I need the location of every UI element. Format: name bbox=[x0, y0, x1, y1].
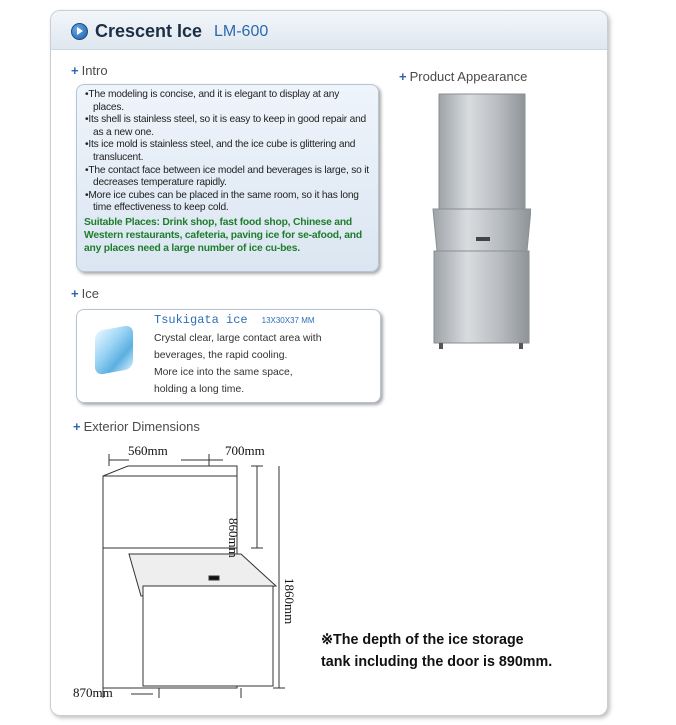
card-header bbox=[51, 11, 607, 50]
product-image bbox=[431, 91, 531, 351]
ice-description: Crystal clear, large contact area with beverages, the rapid cooling. More ice into the same space, holding a long time. bbox=[154, 333, 322, 395]
ice-box bbox=[76, 309, 381, 403]
product-title: Crescent Ice bbox=[95, 21, 203, 41]
suitable-places: Suitable Places: Drink shop, fast food shop, Chinese and Western restaurants, cafeteria, paving ice for se-afood, and any places need a large number of ice cu-bes. bbox=[84, 216, 362, 254]
depth-dimension: 700mm bbox=[225, 443, 265, 458]
intro-bullet: •More ice cubes can be placed in the same room, so it has long time effectiveness to keep cold. bbox=[85, 189, 359, 214]
intro-bullet: •The contact face between ice model and beverages is large, so it decreases temperature rapidly. bbox=[85, 164, 369, 189]
top-height-dimension: 860mm bbox=[226, 518, 241, 558]
product-model: LM-600 bbox=[214, 23, 269, 40]
intro-bullet: •Its shell is stainless steel, so it is easy to keep in good repair and as a new one. bbox=[85, 114, 367, 138]
dimensions-heading: + Exterior Dimensions bbox=[73, 419, 200, 434]
intro-bullet: •The modeling is concise, and it is elegant to display at any places. bbox=[85, 89, 340, 113]
plus-icon: + bbox=[73, 419, 81, 434]
plus-icon: + bbox=[71, 63, 79, 78]
play-bullet-icon bbox=[71, 23, 88, 40]
ice-size: 13X30X37 MM bbox=[261, 316, 315, 325]
width-dimension: 560mm bbox=[128, 443, 168, 458]
ice-heading: + Ice bbox=[71, 286, 99, 301]
ice-name: Tsukigata ice 13X30X37 MM bbox=[154, 313, 315, 327]
plus-icon: + bbox=[399, 69, 407, 84]
appearance-heading: + Product Appearance bbox=[399, 69, 528, 84]
product-card bbox=[50, 10, 608, 716]
intro-box bbox=[76, 84, 379, 272]
intro-heading: + Intro bbox=[71, 63, 108, 78]
plus-icon: + bbox=[71, 286, 79, 301]
ice-cube-image bbox=[95, 325, 133, 376]
depth-note: ※The depth of the ice storage tank including the door is 890mm. bbox=[321, 632, 553, 670]
dimension-drawing bbox=[71, 436, 301, 706]
intro-bullet: •Its ice mold is stainless steel, and the ice cube is glittering and translucent. bbox=[85, 139, 356, 163]
total-height-dimension: 1860mm bbox=[282, 578, 297, 625]
side-dimension: 870mm bbox=[73, 685, 113, 700]
